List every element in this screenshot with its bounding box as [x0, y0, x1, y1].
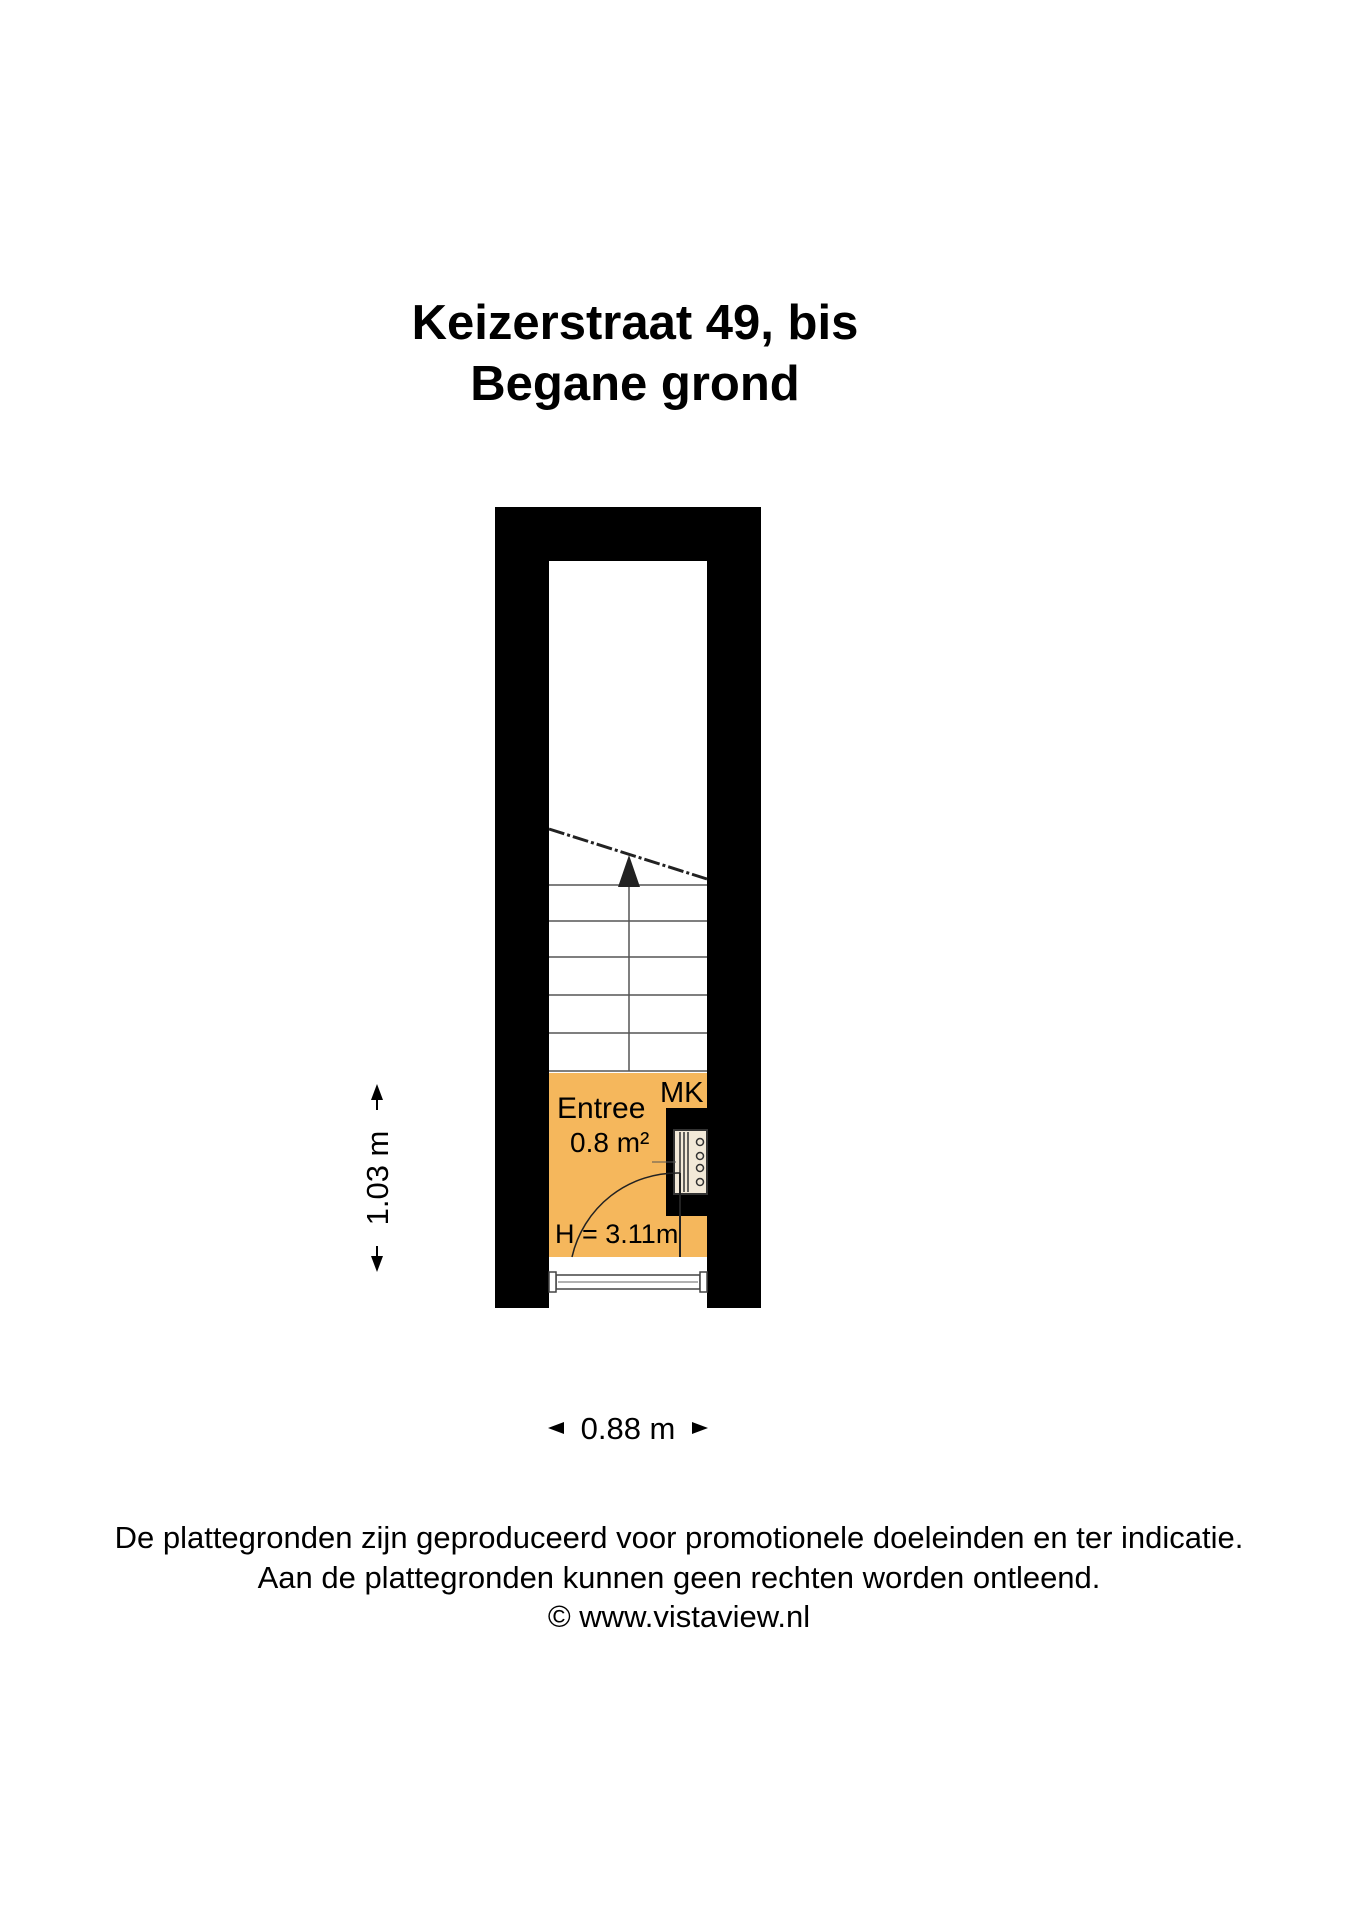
disclaimer-line-2: Aan de plattegronden kunnen geen rechten worden ontleend.: [257, 1560, 1101, 1595]
room-area: 0.8 m²: [570, 1127, 650, 1158]
room-height: H = 3.11m: [555, 1219, 679, 1249]
meter-cupboard-label: MK: [660, 1077, 704, 1109]
wall-left: [495, 507, 549, 1308]
dimension-arrow-up-icon: [371, 1084, 383, 1100]
dimension-arrow-down-icon: [371, 1256, 383, 1272]
address-title: Keizerstraat 49, bis: [411, 296, 859, 350]
room-name: Entree: [557, 1092, 646, 1125]
wall-right: [707, 507, 761, 1308]
disclaimer-line-1: De plattegronden zijn geproduceerd voor promotionele doeleinden en ter indicatie.: [114, 1520, 1244, 1555]
copyright-link[interactable]: © www.vistaview.nl: [547, 1599, 811, 1634]
dimension-height: 1.03 m: [360, 1130, 395, 1226]
door-threshold: [549, 1272, 707, 1292]
staircase: [549, 885, 707, 1071]
stair-arrow: [618, 855, 640, 887]
dimension-arrow-left-icon: [548, 1422, 564, 1434]
dimension-arrow-right-icon: [692, 1422, 708, 1434]
dimension-width: 0.88 m: [580, 1411, 676, 1446]
floor-title: Begane grond: [470, 357, 800, 411]
